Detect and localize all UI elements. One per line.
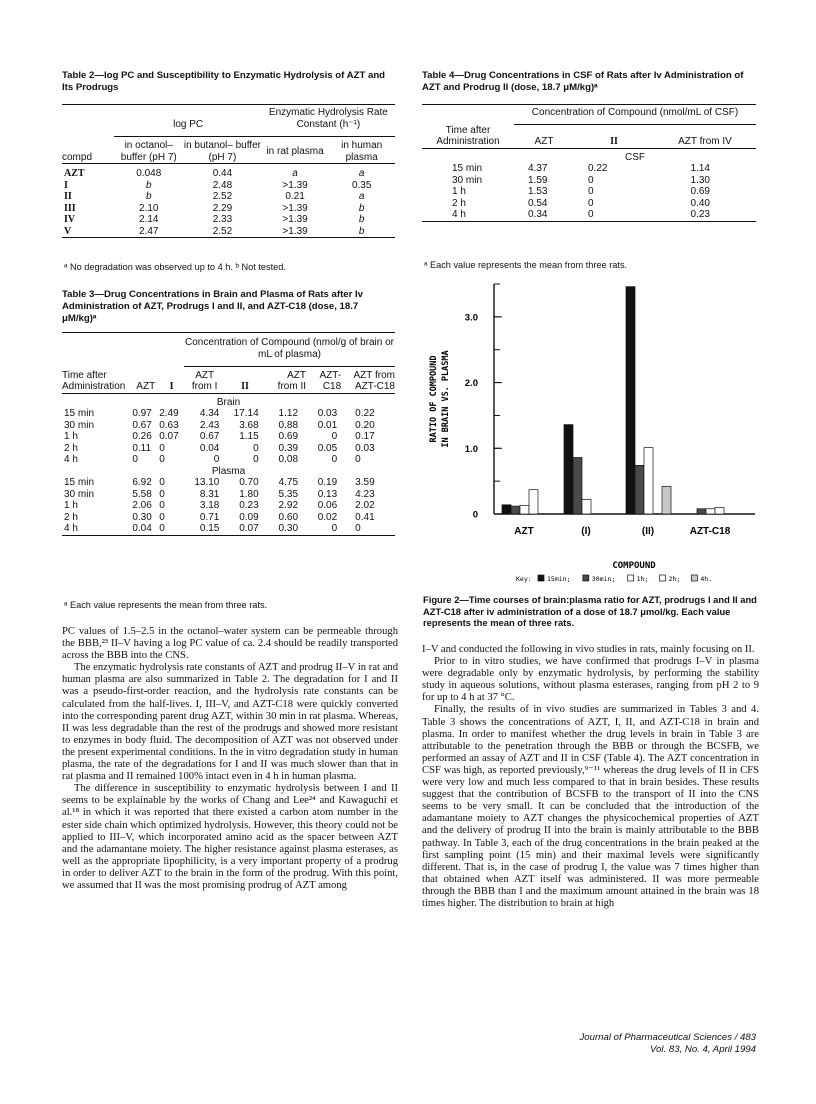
table4-header-azt-from-iv: AZT from IV: [678, 136, 732, 147]
table-cell: 3.18: [199, 500, 220, 511]
table-cell: V: [64, 225, 72, 237]
legend-swatch: [691, 575, 697, 581]
table-row: [62, 477, 395, 489]
table-cell: 2.52: [212, 225, 233, 237]
table-cell: 0: [159, 500, 165, 511]
table-cell: 2.47: [139, 225, 159, 237]
table-cell: 1.59: [528, 174, 548, 186]
table-row: [62, 454, 395, 466]
table-cell: 4.23: [355, 488, 375, 500]
bar-30min-AZT-C18: [697, 509, 706, 514]
table-cell: 0.01: [317, 419, 338, 431]
table-cell: 0.97: [132, 408, 152, 419]
table-cell: 2.10: [139, 202, 159, 214]
table-cell: 0.26: [132, 431, 152, 442]
table-cell: 0.44: [212, 168, 233, 179]
table-cell: 0.048: [136, 168, 162, 179]
table3-header-cell: AZT from II: [277, 369, 307, 392]
table4-header-azt: AZT: [534, 136, 554, 147]
table-row: [62, 214, 395, 226]
table-cell: 0.03: [355, 442, 375, 454]
table-cell: 0.04: [199, 442, 220, 454]
table-cell: 0.70: [239, 477, 259, 488]
left-paragraph: PC values of 1.5–2.5 in the octanol–water system can be permeable through the BBB,²³ II–V having a log PC value of ca. 2.4 should be readily transported across the BBB into the CNS.: [62, 626, 398, 662]
table-row: [422, 198, 756, 210]
bar-30min-AZT: [511, 506, 520, 514]
table-cell: 0: [355, 454, 361, 465]
table-cell: 1.53: [528, 186, 548, 197]
table-cell: >1.39: [282, 214, 308, 225]
table4-header-time: Time after Administration: [436, 124, 500, 147]
table-cell: 2.48: [212, 179, 233, 191]
table3-header-cell: I: [169, 381, 174, 392]
bar-1h-AZT: [520, 505, 529, 514]
table-cell: I: [64, 179, 68, 191]
table-cell: b: [358, 202, 365, 214]
table-row: [62, 489, 395, 501]
table-cell: 0: [253, 442, 259, 454]
table-cell: 4.37: [528, 163, 548, 174]
table-cell: 4 h: [64, 523, 78, 534]
table-cell: 3.59: [355, 477, 375, 488]
table-cell: b: [145, 179, 152, 191]
bar-1h-(I): [582, 500, 591, 514]
bar-30min-(II): [635, 465, 644, 514]
x-axis-label: COMPOUND: [612, 561, 656, 571]
bar-1h-(II): [644, 448, 653, 514]
table-cell: 2.02: [355, 500, 375, 511]
table-cell: 17.14: [233, 408, 259, 419]
table-row: [422, 186, 756, 198]
table-cell: 2.14: [139, 214, 159, 225]
table-cell: 0: [588, 209, 594, 220]
x-tick-label: (II): [641, 526, 655, 537]
x-tick-label: (I): [581, 526, 591, 537]
table-cell: >1.39: [282, 202, 308, 214]
table-cell: 2 h: [64, 511, 78, 523]
table-cell: 0.21: [285, 191, 305, 202]
table-cell: 0.88: [278, 419, 299, 431]
y-tick-label: 0: [472, 509, 478, 521]
table-cell: b: [358, 214, 365, 225]
right-paragraph: Prior to in vitro studies, we have confirmed that prodrugs I–V in plasma were degradable only by enzymatic hydrolysis, by performing the stability study in aqueous solutions, without plasma esterases, ranging from pH 2 to 9 for up to 4 h at 37 °C.: [422, 656, 759, 704]
table-cell: 0.15: [199, 523, 220, 534]
table-cell: 2.49: [159, 408, 179, 419]
journal-footer: [500, 1032, 756, 1056]
table-cell: 0.41: [355, 511, 375, 523]
bar-15min-(I): [564, 425, 573, 514]
left-paragraph: The enzymatic hydrolysis rate constants of AZT and prodrug II–V in rat and human plasma are also summarized in Table 2. The degradation for I and II was a pseudo-first-order reaction, and the hydrolysis rate constants can be calculated from the half-lives. I, III–V, and AZT-C18 were quickly converted into the corresponding parent drug AZT, within 30 min in rat plasma. Whereas, II was less degradable than the rest of the prodrugs and showed more resistant to enzymes in body fluid. The decomposition of AZT was not observed under the present experimental conditions. In the in vitro degradation study in human plasma, the rate of the degradations for I and II was much slower than that in rat plasma and II remained 100% intact even in 4 h in human plasma.: [62, 662, 398, 783]
bar-30min-(I): [573, 457, 582, 514]
table-cell: 0.71: [199, 511, 220, 523]
table-cell: III: [64, 202, 76, 214]
table-cell: 0: [588, 197, 594, 209]
legend-label: 2h;: [668, 575, 681, 583]
bar-4h-(II): [662, 486, 671, 514]
table4-header-ii: II: [610, 136, 618, 147]
legend-swatch: [538, 575, 544, 581]
table-cell: 0.22: [355, 408, 375, 419]
table-cell: 0.03: [317, 408, 338, 419]
table3-section-brain: Brain: [216, 396, 241, 408]
table2: [62, 104, 395, 240]
table-row: [62, 203, 395, 215]
x-tick-label: AZT: [514, 526, 534, 537]
table-cell: 0.09: [239, 511, 259, 523]
figure2-chart: [420, 280, 765, 585]
table-row: [422, 209, 756, 221]
table-row: [62, 226, 395, 238]
table-cell: 0.23: [239, 500, 259, 511]
table-cell: a: [358, 168, 365, 179]
table-cell: 4 h: [452, 209, 466, 220]
table-cell: 15 min: [64, 477, 95, 488]
table2-footnote: ᵃ No degradation was observed up to 4 h. ᵇ Not tested.: [64, 262, 286, 272]
table3-header-cell: AZT from AZT-C18: [353, 369, 395, 392]
table-cell: 0.63: [159, 419, 179, 431]
table-cell: 0.67: [199, 431, 220, 442]
table2-header-compd: compd: [62, 151, 93, 163]
table-cell: a: [358, 191, 365, 202]
y-axis-label: RATIO OF COMPOUND: [429, 355, 439, 443]
table2-caption: Table 2—log PC and Susceptibility to Enzymatic Hydrolysis of AZT and Its Prodrugs: [62, 70, 386, 93]
table-cell: 0: [588, 174, 594, 186]
table-cell: 2.29: [212, 202, 233, 214]
table-cell: 1.15: [239, 431, 259, 442]
right-paragraph: I–V and conducted the following in vivo studies in rats, mainly focusing on II.: [422, 644, 755, 655]
table-cell: 2 h: [64, 442, 78, 454]
table-cell: 0.04: [132, 523, 152, 534]
table2-header-octanol: in octanol– buffer (pH 7): [120, 140, 177, 163]
table-row: [62, 523, 395, 535]
table-cell: 1.30: [690, 174, 710, 186]
table4-section-csf: CSF: [625, 151, 645, 163]
table-cell: 0.69: [690, 186, 710, 197]
left-body-text: [62, 626, 398, 892]
table2-group-logpc: log PC: [173, 119, 204, 130]
table-cell: >1.39: [282, 225, 308, 237]
table4: [422, 104, 756, 224]
table-row: [62, 431, 395, 443]
table-cell: 0.11: [132, 442, 152, 454]
table-cell: 30 min: [452, 174, 483, 186]
table-cell: 4 h: [64, 454, 78, 465]
table2-header-butanol: in butanol– buffer (pH 7): [183, 140, 261, 163]
table-cell: 0.40: [690, 197, 710, 209]
table-cell: 2.52: [212, 191, 233, 202]
table-cell: 4.75: [278, 477, 299, 488]
table-cell: 1 h: [452, 186, 466, 197]
table-cell: 0.23: [690, 209, 710, 220]
table-cell: 13.10: [194, 477, 220, 488]
journal-volume: Vol. 83, No. 4, April 1994: [650, 1044, 756, 1055]
legend-label: 30min;: [591, 575, 616, 583]
table-cell: 0.08: [278, 454, 299, 465]
table-cell: a: [292, 168, 298, 179]
table-cell: 0: [159, 442, 165, 454]
table-cell: 1.80: [239, 488, 259, 500]
legend-swatch: [628, 575, 634, 581]
table3-caption: Table 3—Drug Concentrations in Brain and Plasma of Rats after Iv Administration of AZT, Prodrugs I and II, and AZT-C18 (dose, 18.7 μM/kg)ᵃ: [62, 289, 364, 324]
table-cell: 5.35: [278, 488, 299, 500]
bar-15min-AZT: [502, 505, 511, 514]
table-cell: 1.12: [278, 408, 299, 419]
table-cell: 0.19: [317, 477, 338, 488]
table-cell: 0.02: [317, 511, 338, 523]
table-cell: 30 min: [64, 488, 95, 500]
table4-caption: Table 4—Drug Concentrations in CSF of Rats after Iv Administration of AZT and Prodrug II (dose, 18.7 μM/kg)ᵃ: [422, 70, 744, 93]
table-cell: IV: [64, 214, 76, 225]
table-cell: 0: [331, 431, 338, 442]
y-axis-label: IN BRAIN VS. PLASMA: [441, 350, 451, 448]
table-cell: AZT: [64, 168, 85, 179]
table-cell: 0.39: [278, 442, 299, 454]
legend-swatch: [583, 575, 589, 581]
table-row: [62, 420, 395, 432]
table-cell: 0: [253, 454, 259, 465]
table-cell: 0.34: [528, 209, 548, 220]
table-cell: 0.69: [278, 431, 299, 442]
table-cell: 6.92: [132, 477, 152, 488]
table-cell: 0: [132, 454, 138, 465]
bar-15min-(II): [626, 287, 635, 514]
table-cell: 2 h: [452, 197, 466, 209]
table3-header-cell: Time after Administration: [62, 369, 126, 392]
y-tick-label: 1.0: [464, 443, 478, 455]
bar-2h-AZT-C18: [715, 507, 724, 514]
table-cell: 2.06: [132, 500, 152, 511]
table-cell: 0.54: [528, 197, 548, 209]
table-cell: 0: [355, 523, 361, 534]
table-cell: 0.05: [317, 442, 338, 454]
journal-name: Journal of Pharmaceutical Sciences / 483: [579, 1032, 756, 1043]
table3-header-cell: II: [241, 381, 249, 392]
table-cell: 0.13: [317, 488, 338, 500]
table3-header-cell: AZT- C18: [319, 369, 342, 392]
left-paragraph: The difference in susceptibility to enzymatic hydrolysis between I and II seems to be explainable by the works of Chang and Lee²⁴ and Kawaguchi et al.¹⁸ in which it was reported that there existed a carbon atom number in the ester side chain which optimized hydrolysis. However, this theory could not be applied to III–V, which incorporated amino acid as the spacer between AZT and the adamantane moiety. The higher resistance against plasma esterases, as well as the appropriate lipophilicity, is a very important property of a prodrug in order to deliver AZT to the brain in the form of the prodrug. With this point, we assumed that II was the most promising prodrug of AZT among: [62, 783, 398, 891]
table-cell: 0: [159, 488, 165, 500]
table-cell: 0.30: [278, 523, 299, 534]
table-cell: 3.68: [239, 419, 259, 431]
table-cell: 0: [159, 477, 165, 488]
x-tick-label: AZT-C18: [689, 526, 731, 537]
bar-2h-AZT: [529, 490, 538, 514]
table-cell: 0.60: [278, 511, 299, 523]
legend-swatch: [660, 575, 666, 581]
table-cell: 0.35: [351, 179, 372, 191]
legend-label: 15min;: [547, 575, 571, 583]
table-cell: 0: [159, 523, 165, 534]
table2-group-enz: Enzymatic Hydrolysis Rate Constant (h⁻¹): [268, 107, 388, 130]
table-row: [62, 168, 395, 180]
table-cell: 2.43: [199, 419, 220, 431]
y-tick-label: 3.0: [464, 312, 478, 324]
table-cell: 0: [331, 454, 338, 465]
table-row: [422, 163, 756, 175]
table-cell: 5.58: [132, 488, 152, 500]
legend-label: 1h;: [636, 575, 649, 583]
table-cell: 0: [159, 454, 165, 465]
table-cell: 15 min: [452, 163, 483, 174]
table-row: [62, 512, 395, 524]
table-cell: 0.67: [132, 419, 152, 431]
table-cell: b: [145, 191, 152, 202]
right-body-text: [422, 644, 759, 910]
table-cell: 0.22: [588, 163, 608, 174]
table-cell: 0: [213, 454, 220, 465]
table-row: [62, 180, 395, 192]
table4-footnote: ᵃ Each value represents the mean from three rats.: [424, 260, 628, 270]
table-cell: 4.34: [199, 408, 220, 419]
table-cell: 0.07: [239, 523, 259, 534]
table3: [62, 332, 395, 538]
table-row: [62, 443, 395, 455]
table2-header-rat: in rat plasma: [266, 145, 324, 157]
table-cell: 0.06: [317, 500, 338, 511]
table2-header-human: in human plasma: [341, 140, 383, 163]
figure2-caption: Figure 2—Time courses of brain:plasma ratio for AZT, prodrugs I and II and AZT-C18 after iv administration of a dose of 18.7 μmol/kg. Each value represents the mean of three rats.: [423, 594, 757, 628]
table3-group: Concentration of Compound (nmol/g of brain or mL of plasma): [184, 337, 394, 360]
table-cell: 0: [331, 523, 338, 534]
table-row: [62, 500, 395, 512]
table-cell: 2.33: [212, 214, 233, 225]
table4-group: Concentration of Compound (nmol/mL of CSF): [531, 107, 739, 118]
table3-header-cell: AZT from I: [191, 369, 218, 392]
table-row: [62, 408, 395, 420]
table-cell: 0.17: [355, 431, 375, 442]
table-cell: b: [358, 225, 365, 237]
table-cell: 2.92: [278, 500, 299, 511]
table-cell: 0: [588, 186, 594, 197]
table-cell: 0.07: [159, 431, 179, 442]
legend-label: 4h.: [700, 575, 713, 583]
table-cell: 0.20: [355, 419, 375, 431]
table-cell: 0: [159, 511, 165, 523]
table-cell: 30 min: [64, 419, 95, 431]
table-cell: 1 h: [64, 500, 78, 511]
table3-section-plasma: Plasma: [211, 465, 246, 477]
right-paragraph: Finally, the results of in vivo studies are summarized in Tables 3 and 4. Table 3 shows the concentrations of AZT, I, II, and AZT-C18 in brain and plasma. In order to manifest whether the drug levels in brain in Table 3 are attributable to the penetration through the BBB or through the BCSFB, we performed an assay of AZT and II in CSF (Table 4). The AZT concentration in CSF was high, as reported previously,⁹⁻¹¹ whereas the drug levels of II in CFS were very low and much less compared to that in brain besides. These results suggest that the contribution of BCSFB to the transport of II into the CNS seems to be very small. It can be concluded that the introduction of the adamantane moiety to AZT changes the physicochemical properties of AZT and the delivery of prodrug II into the brain is mainly attributable to the BBB pathway. In Table 3, each of the drug concentrations in the brain peaked at the first sampling point (15 min) and their maximal levels were significantly different. That is, in the case of prodrug I, the value was 7 times higher than that obtained when AZT itself was administered. II was more permeable through the BBB than I and the maximum amount attained in the brain was 18 times higher. The distribution to brain at high: [422, 704, 759, 909]
table-row: [62, 191, 395, 203]
table-cell: 1 h: [64, 431, 78, 442]
legend-key-label: Key:: [516, 575, 532, 583]
table-cell: >1.39: [282, 179, 308, 191]
table-cell: 1.14: [690, 163, 710, 174]
bar-1h-AZT-C18: [706, 509, 715, 514]
table-cell: 15 min: [64, 408, 95, 419]
table3-footnote: ᵃ Each value represents the mean from three rats.: [64, 600, 268, 610]
table-cell: 8.31: [199, 488, 220, 500]
table-cell: II: [64, 191, 72, 202]
table3-header-cell: AZT: [136, 381, 156, 392]
table-row: [422, 175, 756, 187]
table-cell: 0.30: [132, 511, 152, 523]
y-tick-label: 2.0: [464, 378, 478, 390]
